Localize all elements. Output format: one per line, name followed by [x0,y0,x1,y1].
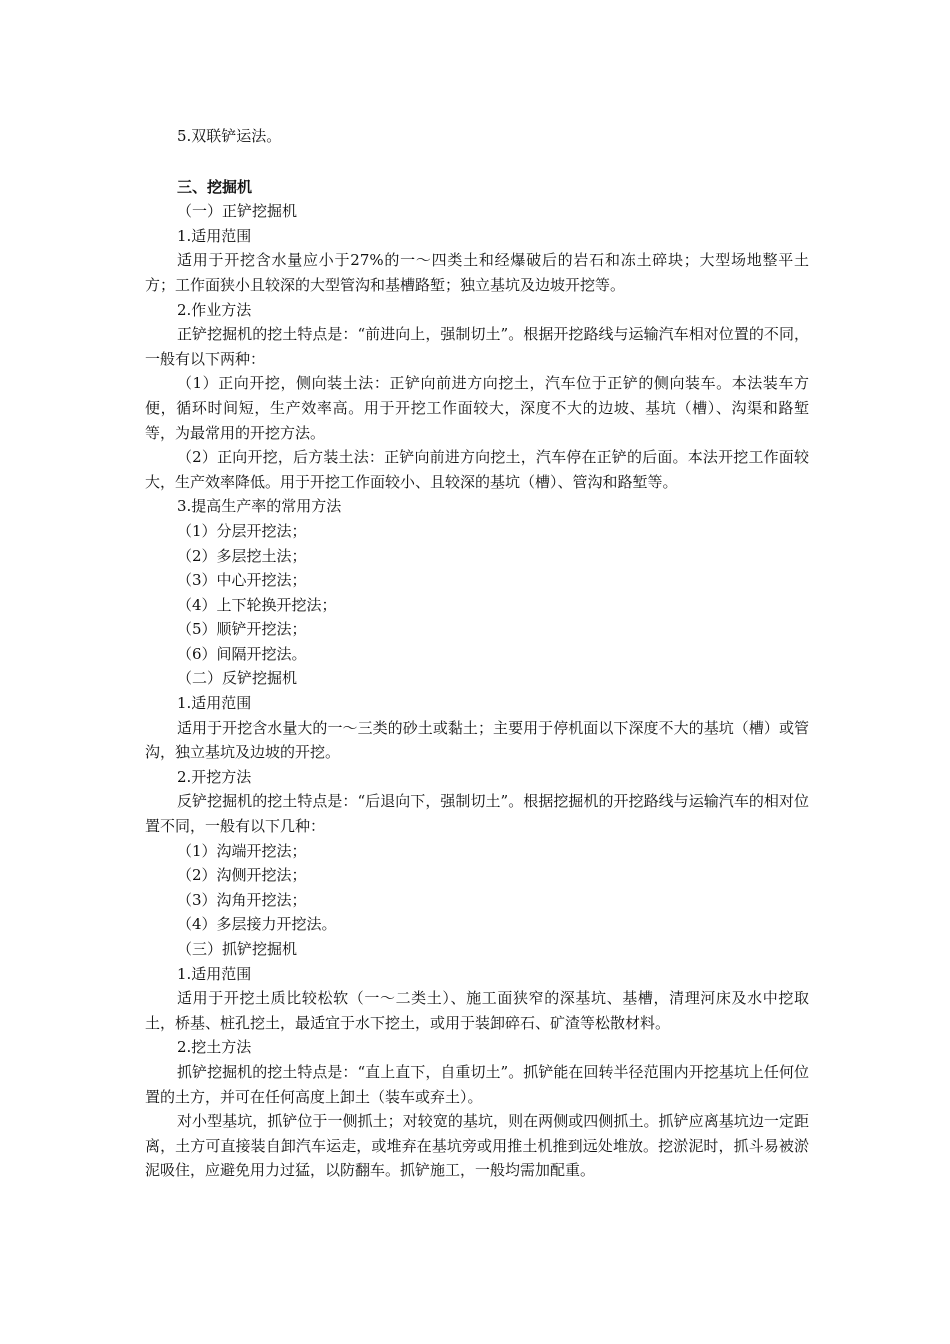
list-item: （3）沟角开挖法； [177,890,307,909]
document-body [145,124,809,1183]
list-item: （4）多层接力开挖法。 [177,915,337,934]
part3-scope-heading: 1.适用范围 [177,964,252,983]
part1-method-text: 正铲挖掘机的挖土特点是：“前进向上，强制切土”。根据开挖路线与运输汽车相对位置的不同，一般有以下两种： [145,325,809,368]
section-gap [145,149,809,175]
part1-method-2: （2）正向开挖，后方装土法：正铲向前进方向挖土，汽车停在正铲的后面。本法开挖工作面较大，生产效率降低。用于开挖工作面较小、且较深的基坑（槽）、管沟和路堑等。 [145,448,809,491]
list-item: （1）分层开挖法； [177,521,307,540]
list-item: （5）顺铲开挖法； [177,620,307,639]
list-item: （2）多层挖土法； [177,546,307,565]
part3-method-heading: 2.挖土方法 [177,1038,252,1057]
part1-method-heading: 2.作业方法 [177,300,252,319]
part2-scope-text: 适用于开挖含水量大的一～三类的砂土或黏土；主要用于停机面以下深度不大的基坑（槽）或管沟，独立基坑及边坡的开挖。 [145,718,809,762]
part3-scope-text: 适用于开挖土质比较松软（一～二类土）、施工面狭窄的深基坑、基槽，清理河床及水中挖取土，桥基、桩孔挖土，最适宜于水下挖土，或用于装卸碎石、矿渣等松散材料。 [145,989,809,1032]
part2-scope-heading: 1.适用范围 [177,694,252,713]
part2-title: （二）反铲挖掘机 [177,669,298,688]
intro-item: 5.双联铲运法。 [177,127,282,145]
list-item: （2）沟侧开挖法； [177,866,307,885]
list-item: （6）间隔开挖法。 [177,644,307,663]
part3-title: （三）抓铲挖掘机 [177,940,298,958]
part1-method-1: （1）正向开挖，侧向装土法：正铲向前进方向挖土，汽车位于正铲的侧向装车。本法装车方便，循环时间短，生产效率高。用于开挖工作面较大，深度不大的边坡、基坑（槽）、沟渠和路堑等，为最常用的开挖方法。 [145,374,809,442]
part2-method-text: 反铲挖掘机的挖土特点是：“后退向下，强制切土”。根据挖掘机的开挖路线与运输汽车的相对位置不同，一般有以下几种： [145,792,809,836]
part1-scope-text: 适用于开挖含水量应小于27%的一～四类土和经爆破后的岩石和冻土碎块；大型场地整平土方；工作面狭小且较深的大型管沟和基槽路堑；独立基坑及边坡开挖等。 [145,251,809,294]
section-title: 三、挖掘机 [177,177,253,196]
list-item: （3）中心开挖法； [177,571,307,590]
list-item: （4）上下轮换开挖法； [177,595,337,614]
part3-method-text-2: 对小型基坑，抓铲位于一侧抓土；对较宽的基坑，则在两侧或四侧抓土。抓铲应离基坑边一定距离，土方可直接装自卸汽车运走，或堆弃在基坑旁或用推土机推到远处堆放。挖淤泥时，抓斗易被淤泥吸住，应避免用力过猛，以防翻车。抓铲施工，一般均需加配重。 [145,1112,809,1180]
part1-title: （一）正铲挖掘机 [177,202,298,221]
part1-scope-heading: 1.适用范围 [177,226,252,245]
part1-productivity-heading: 3.提高生产率的常用方法 [177,497,342,516]
part3-method-text: 抓铲挖掘机的挖土特点是：“直上直下，自重切土”。抓铲能在回转半径范围内开挖基坑上任何位置的土方，并可在任何高度上卸土（装车或弃土）。 [145,1062,809,1106]
list-item: （1）沟端开挖法； [177,841,307,860]
part2-method-heading: 2.开挖方法 [177,767,252,786]
